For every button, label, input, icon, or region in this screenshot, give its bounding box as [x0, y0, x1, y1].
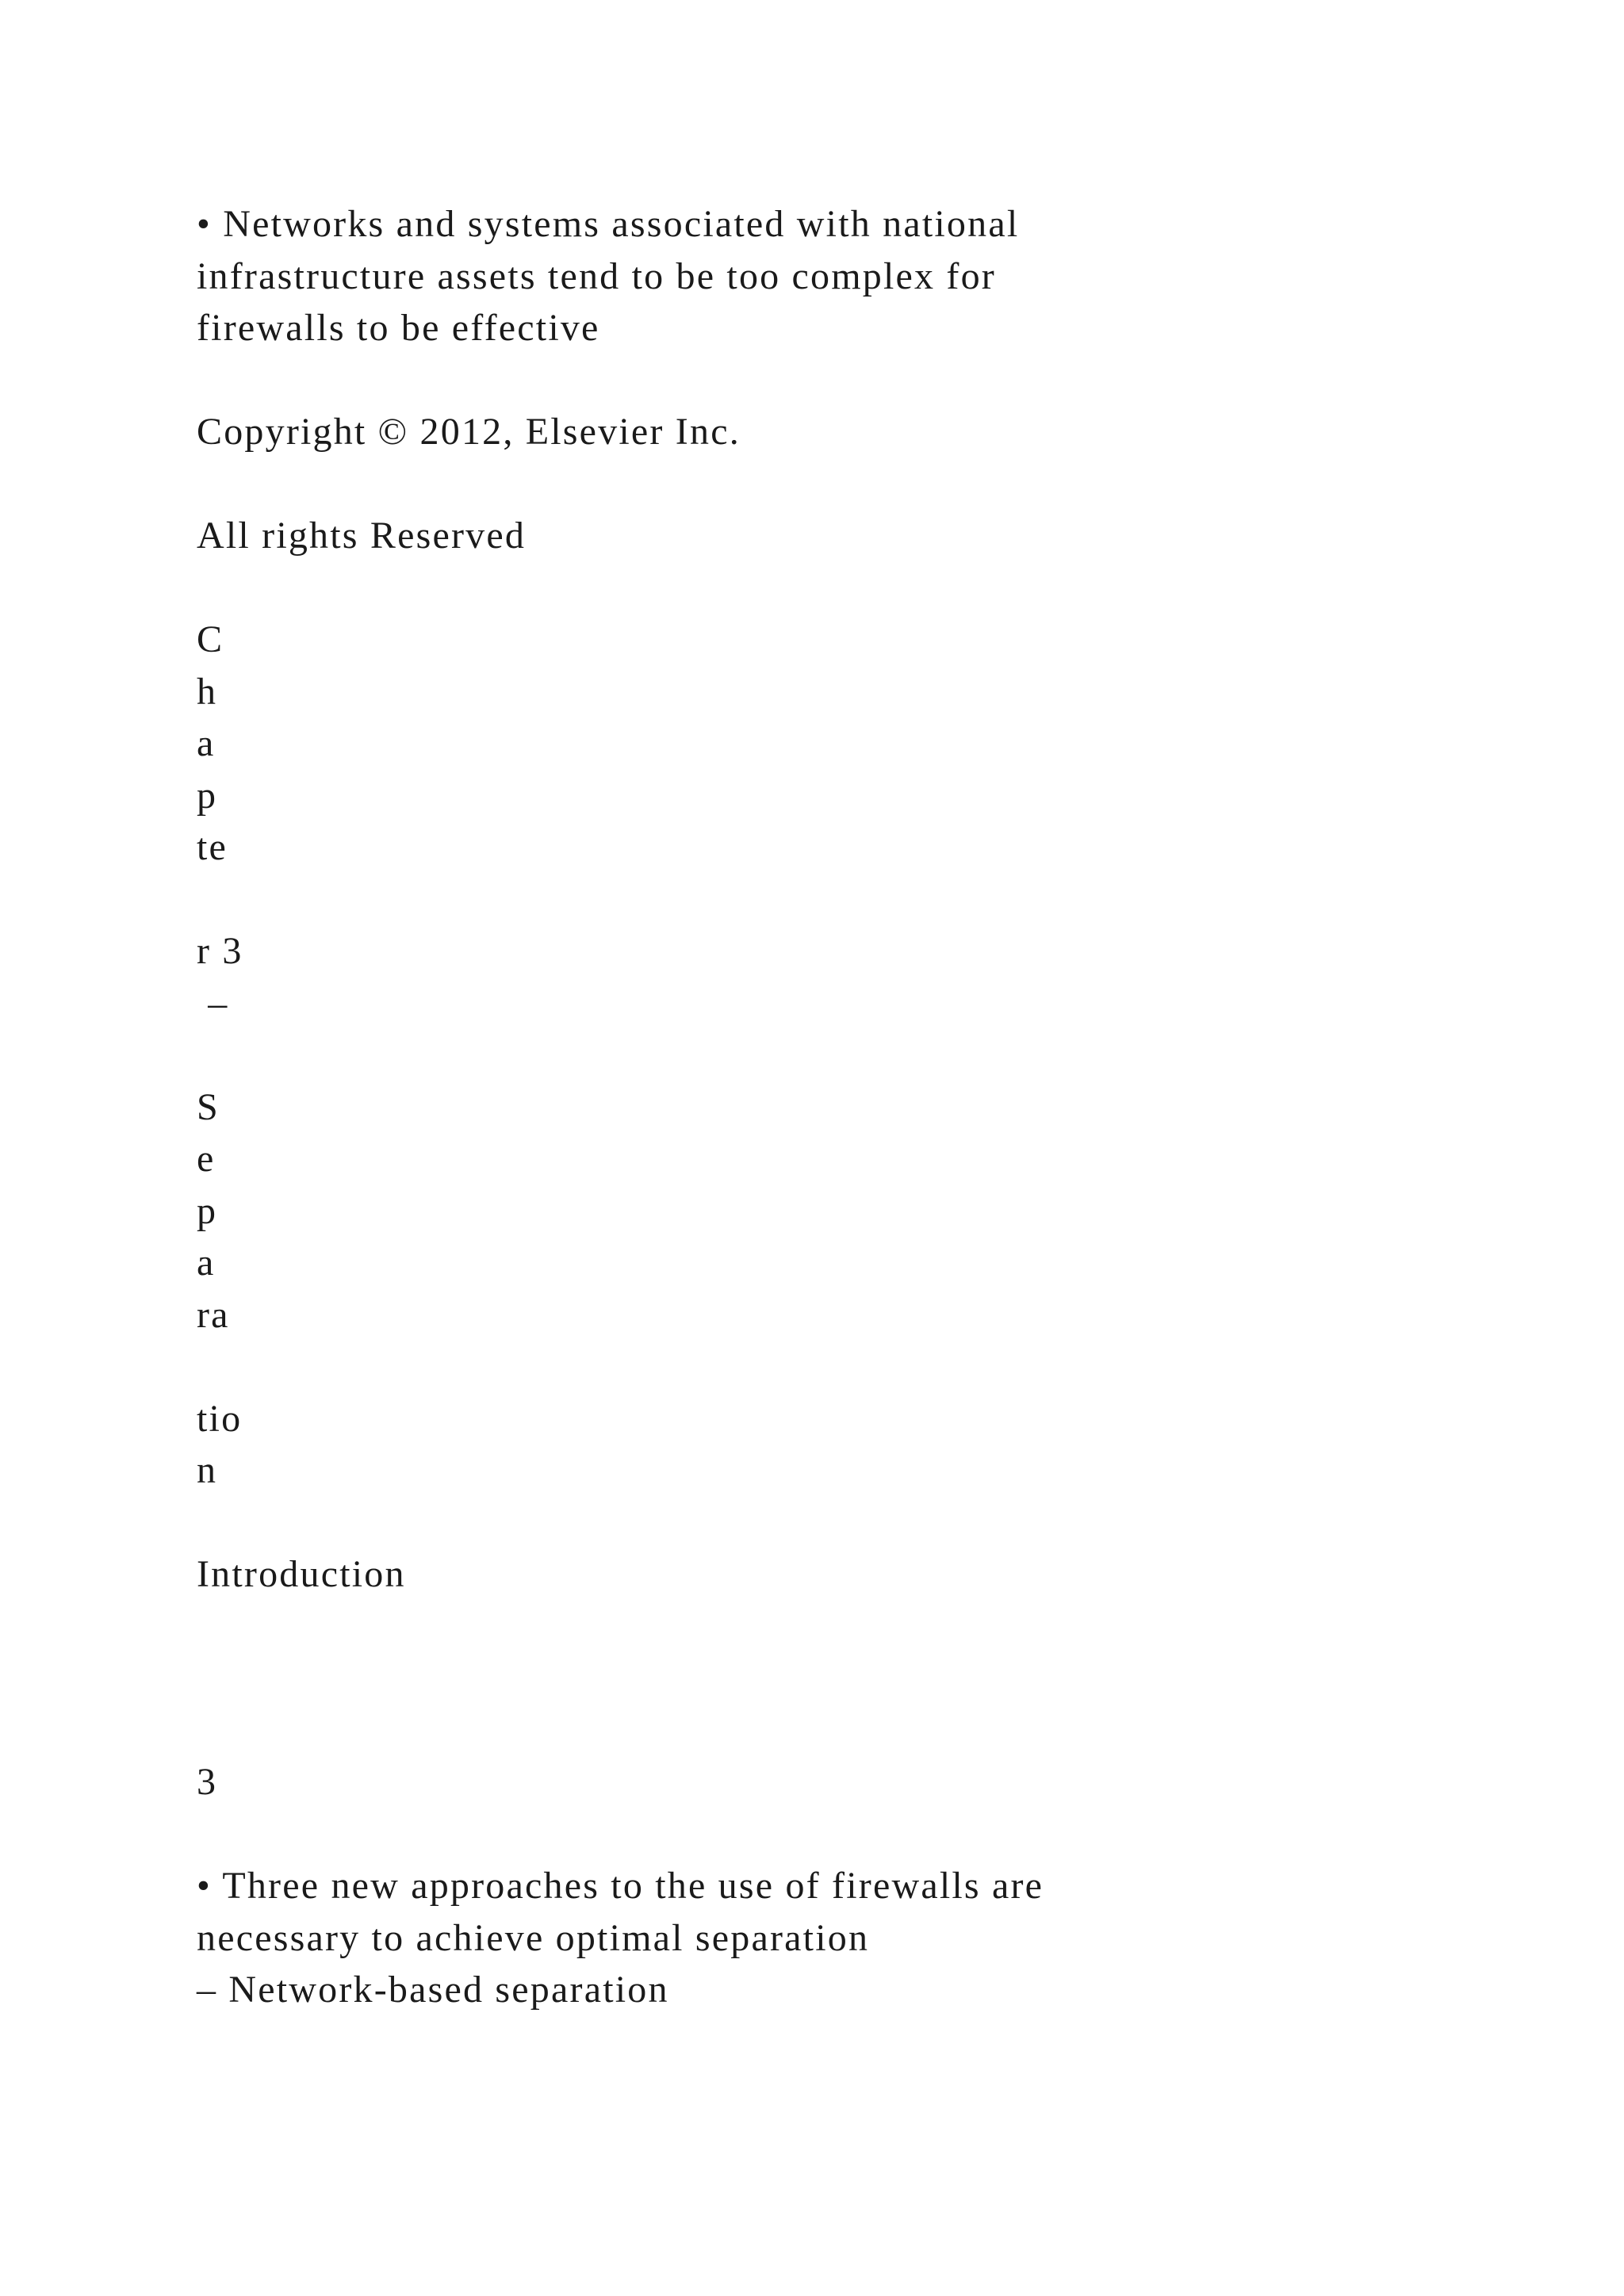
- chapter-fragment: tio: [197, 1397, 243, 1440]
- blank-line: [197, 1705, 1505, 1757]
- chapter-fragment: a: [197, 1242, 216, 1284]
- blank-line: [197, 874, 1505, 926]
- blank-line: [197, 1808, 1505, 1861]
- bullet-networks-line-1: • Networks and systems associated with national: [197, 203, 1020, 245]
- chapter-fragment: p: [197, 774, 218, 817]
- bullet-networks-line-3: firewalls to be effective: [197, 307, 600, 349]
- rights-notice: All rights Reserved: [197, 515, 527, 557]
- bullet-approaches-line-2: necessary to achieve optimal separation: [197, 1916, 870, 1959]
- chapter-fragment: te: [197, 826, 228, 868]
- chapter-fragment: C: [197, 618, 224, 660]
- blank-line: [197, 1601, 1505, 1653]
- chapter-fragment: n: [197, 1449, 218, 1491]
- blank-line: [197, 1497, 1505, 1549]
- chapter-fragment: ra: [197, 1293, 230, 1336]
- chapter-fragment: h: [197, 670, 218, 713]
- chapter-fragment: a: [197, 722, 216, 764]
- page-number: 3: [197, 1761, 218, 1803]
- bullet-networks-line-2: infrastructure assets tend to be too complex for: [197, 254, 996, 297]
- chapter-fragment: e: [197, 1138, 216, 1180]
- chapter-fragment: S: [197, 1085, 220, 1128]
- blank-line: [197, 1029, 1505, 1081]
- blank-line: [197, 1652, 1505, 1705]
- blank-line: [197, 458, 1505, 511]
- document-text: [197, 198, 1505, 2016]
- blank-line: [197, 1341, 1505, 1393]
- sub-bullet-network-based: – Network-based separation: [197, 1969, 669, 2011]
- section-heading: Introduction: [197, 1553, 406, 1595]
- chapter-fragment: –: [197, 982, 229, 1024]
- chapter-fragment: r 3: [197, 930, 243, 972]
- bullet-approaches-line-1: • Three new approaches to the use of firewalls are: [197, 1865, 1044, 1907]
- chapter-fragment: p: [197, 1189, 218, 1232]
- copyright-notice: Copyright © 2012, Elsevier Inc.: [197, 411, 741, 453]
- blank-line: [197, 354, 1505, 407]
- blank-line: [197, 562, 1505, 614]
